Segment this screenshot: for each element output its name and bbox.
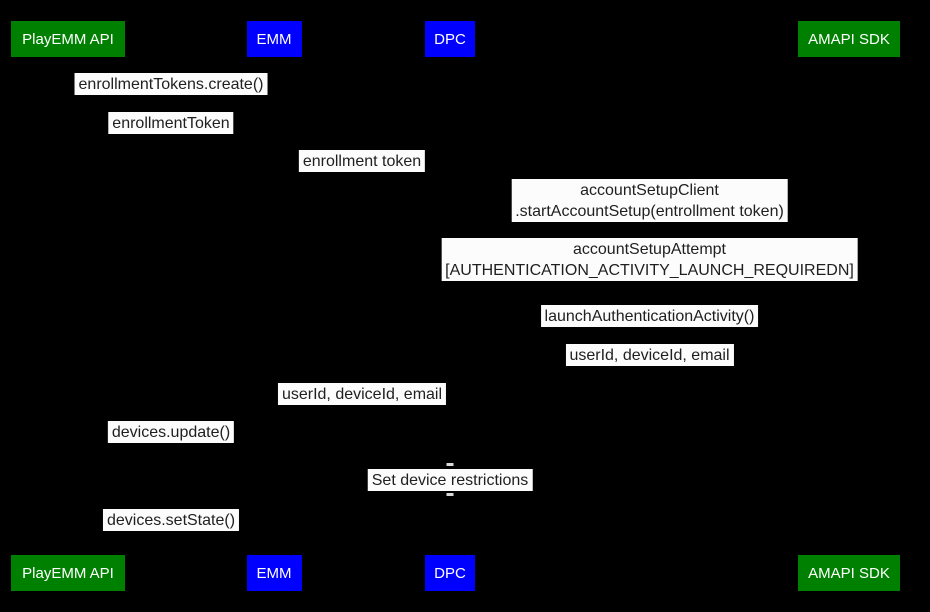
message-label bbox=[103, 509, 239, 531]
actor-label: EMM bbox=[256, 30, 292, 48]
message-text-line: launchAuthenticationActivity() bbox=[544, 308, 755, 325]
actor-box-amapi-top bbox=[798, 21, 900, 57]
message-text-line: accountSetupAttempt bbox=[573, 241, 726, 258]
actor-box-playemm-top bbox=[11, 21, 125, 57]
message-label bbox=[541, 305, 759, 327]
actor-label: AMAPI SDK bbox=[808, 30, 890, 48]
message-text-line: userId, deviceId, email bbox=[281, 386, 443, 403]
message-text-line: devices.update() bbox=[111, 424, 231, 441]
message-text-line: accountSetupClient bbox=[580, 182, 719, 199]
message-label bbox=[278, 383, 446, 405]
actor-box-emm-bottom bbox=[247, 555, 302, 591]
actor-box-amapi-bottom bbox=[798, 555, 900, 591]
message-text-line: enrollmentTokens.create() bbox=[78, 76, 264, 93]
message-text-line: [AUTHENTICATION_ACTIVITY_LAUNCH_REQUIREDN] bbox=[445, 262, 854, 279]
actor-label: EMM bbox=[256, 564, 292, 582]
actor-label: PlayEMM API bbox=[22, 564, 114, 582]
self-message-arrow-fragment bbox=[447, 493, 454, 496]
actor-label: AMAPI SDK bbox=[808, 564, 890, 582]
message-text-line: devices.setState() bbox=[106, 512, 236, 529]
message-label bbox=[368, 469, 533, 491]
actor-label: PlayEMM API bbox=[22, 30, 114, 48]
message-label bbox=[511, 179, 788, 222]
message-text-line: Set device restrictions bbox=[371, 472, 529, 489]
message-label bbox=[299, 150, 425, 172]
message-label bbox=[108, 421, 234, 443]
message-label bbox=[441, 238, 858, 281]
message-text-line: userId, deviceId, email bbox=[569, 347, 730, 364]
message-text-line: enrollment token bbox=[302, 153, 422, 170]
self-message-arrow-fragment bbox=[447, 463, 454, 466]
actor-label: DPC bbox=[434, 30, 466, 48]
message-label bbox=[75, 73, 268, 95]
actor-box-playemm-bottom bbox=[11, 555, 125, 591]
message-label bbox=[565, 344, 733, 366]
message-text-line: .startAccountSetup(entrollment token) bbox=[515, 203, 784, 220]
actor-box-emm-top bbox=[247, 21, 302, 57]
actor-label: DPC bbox=[434, 564, 466, 582]
message-text-line: enrollmentToken bbox=[112, 115, 230, 132]
actor-box-dpc-bottom bbox=[425, 555, 475, 591]
message-label bbox=[108, 112, 233, 134]
actor-box-dpc-top bbox=[425, 21, 475, 57]
